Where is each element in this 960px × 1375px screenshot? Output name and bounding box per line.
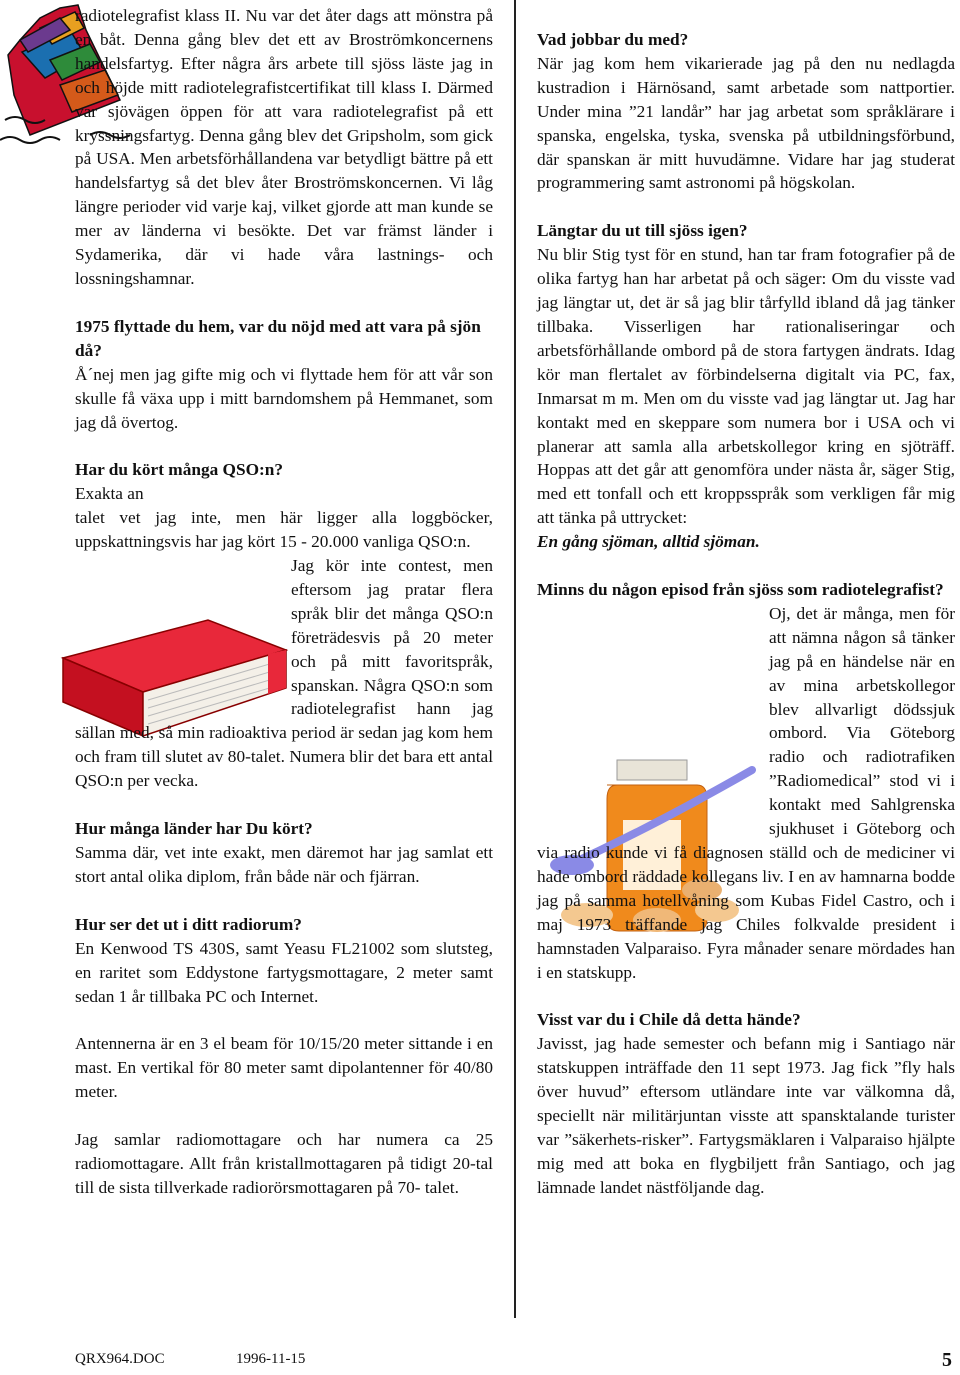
- answer-paragraph: talet vet jag inte, men här ligger alla loggböcker, uppskattningsvis har jag kört 15 - 20.000 vanliga QSO:n.: [75, 508, 493, 552]
- question-heading: Har du kört många QSO:n?: [75, 460, 284, 480]
- question-heading: 1975 flyttade du hem, var du nöjd med att vara på sjön då?: [75, 316, 481, 360]
- answer-paragraph: Exakta an: [75, 484, 144, 504]
- answer-paragraph: När jag kom hem vikarierade jag på den nu nedlagda kustradion i Härnösand, samt arbetade som nattportier. Under mina ”21 landår” har jag arbetat som språklärare i spanska, engelska, tyska, svenska på utbildningsförbund, där spanskan är mitt huvudämne. Vidare har jag studerat programmering samt astronomi på högskolan.: [537, 53, 955, 193]
- right-column: [537, 28, 955, 1200]
- question-heading: Minns du någon episod från sjöss som radiotelegrafist?: [537, 580, 944, 600]
- page-number: 5: [942, 1349, 952, 1371]
- answer-paragraph: Jag samlar radiomottagare och har numera ca 25 radiomottagare. Allt från kristallmottagaren på tidigt 20-tal till de sista tillverkade radiorörsmottagaren på 70- talet.: [75, 1130, 493, 1197]
- answer-paragraph: Samma där, vet inte exakt, men däremot har jag samlat ett stort antal olika diplom, från både när och fjärran.: [75, 843, 493, 886]
- answer-paragraph: Javisst, jag hade semester och befann mig i Santiago när statskuppen inträffade den 11 sept 1973. Jag fick ”fly hals över huvud” eftersom utländare inte var välkomna då, speciellt när militärjuntan visste att spansktalande turister var ”säkerhets-risker”. Fartygsmäklaren i Valparaiso hjälpte mig med att boka en flygbiljett från Santiago, och jag lämnade landet nästföljande dag.: [537, 1034, 955, 1197]
- quote: En gång sjöman, alltid sjöman.: [537, 532, 760, 552]
- footer-date: 1996-11-15: [236, 1351, 306, 1367]
- column-divider: [514, 0, 516, 1318]
- question-heading: Hur ser det ut i ditt radiorum?: [75, 914, 302, 934]
- answer-paragraph: Å´nej men jag gifte mig och vi flyttade hem för att vår son skulle få växa upp i mitt barndomshem på Hemmanet, som jag då övertog.: [75, 364, 493, 432]
- answer-paragraph: Oj, det är många, men för att nämna någon så tänker jag på en händelse när en av mina arbetskollegor blev allvarligt dödssjuk ombord. Via Göteborg radio och radiotrafiken ”Radiomedical” stod vi i kontakt med Sahlgrenska sjukhuset i Göteborg och via radio kunde vi få diagnosen ställd och de mediciner vi hade ombord räddade kollegans liv. I en av hamnarna bodde jag på samma hotellvåning som Kubas Fidel Castro, och i maj 1973 träffande jag Chiles folkvalde president i hamnstaden Valparaiso. Fyra månader senare mördades han i en statskupp.: [537, 603, 955, 982]
- answer-paragraph: Antennerna är en 3 el beam för 10/15/20 meter sittande i en mast. En vertikal för 80 meter samt dipolantenner för 40/80 meter.: [75, 1034, 493, 1102]
- question-heading: Vad jobbar du med?: [537, 30, 689, 49]
- question-heading: Längtar du ut till sjöss igen?: [537, 221, 748, 241]
- question-heading: Visst var du i Chile då detta hände?: [537, 1010, 801, 1030]
- question-heading: Hur många länder har Du kört?: [75, 819, 313, 839]
- answer-paragraph: En Kenwood TS 430S, samt Yeasu FL21002 som slutsteg, en raritet som Eddystone fartygsmottagare, 2 meter samt sedan 1 år tillbaka PC och Internet.: [75, 938, 493, 1006]
- left-column: [75, 4, 493, 1200]
- footer-filename: QRX964.DOC: [75, 1351, 165, 1367]
- intro-paragraph: radiotelegrafist klass II. Nu var det åter dags att mönstra på en båt. Denna gång blev det ett av Broströmkoncernens handelsfartyg. Efter några års arbete till sjöss läste jag in och höjde mitt radiotelegrafistcertifikat till klass I. Därmed var sjövägen öppen för att vara radiotelegrafist på ett kryssningsfartyg. Denna gång blev det Gripsholm, som gick på USA. Men arbetsförhållandena var betydligt bättre på ett handelsfartyg så det blev åter Broströmskoncernen. Vi låg längre perioder vid varje kaj, vilket gjorde att man kunde se mer av länderna vi besökte. Det var främst länder i Sydamerika, där vi hade våra lastnings- och lossningshamnar.: [75, 6, 493, 288]
- answer-paragraph: Jag kör inte contest, men eftersom jag pratar flera språk blir det många QSO:n företrädesvis på 20 meter och på mitt favoritspråk, spanskan. Några QSO:n som radiotelegrafist hann jag sällan med, så min radioaktiva period är sedan jag kom hem och fram till slutet av 80-talet. Numera blir det bara ett antal QSO:n per vecka.: [75, 556, 493, 791]
- answer-paragraph: Nu blir Stig tyst för en stund, han tar fram fotografier på de olika fartyg han har arbetat på och säger: Om du visste vad jag längtar ut, det är så jag blir tårfylld ibland då jag tänker tillbaka. Visserligen har rationaliseringar och arbetsförhållande ombord på de stora fartygen ändrats. Idag kör man flertalet av förbindelserna digitalt via PC, fax, Inmarsat m m. Men om du visste vad jag längtar ut. Jag har kontakt med en skeppare som numera bor i USA och vi planerar att samla alla arbetskollegor kring en sjöträff. Hoppas att det går att genomföra under nästa år, säger Stig, med ett tonfall och ett kroppsspråk som verkligen får mig att tänka på uttrycket:: [537, 245, 955, 528]
